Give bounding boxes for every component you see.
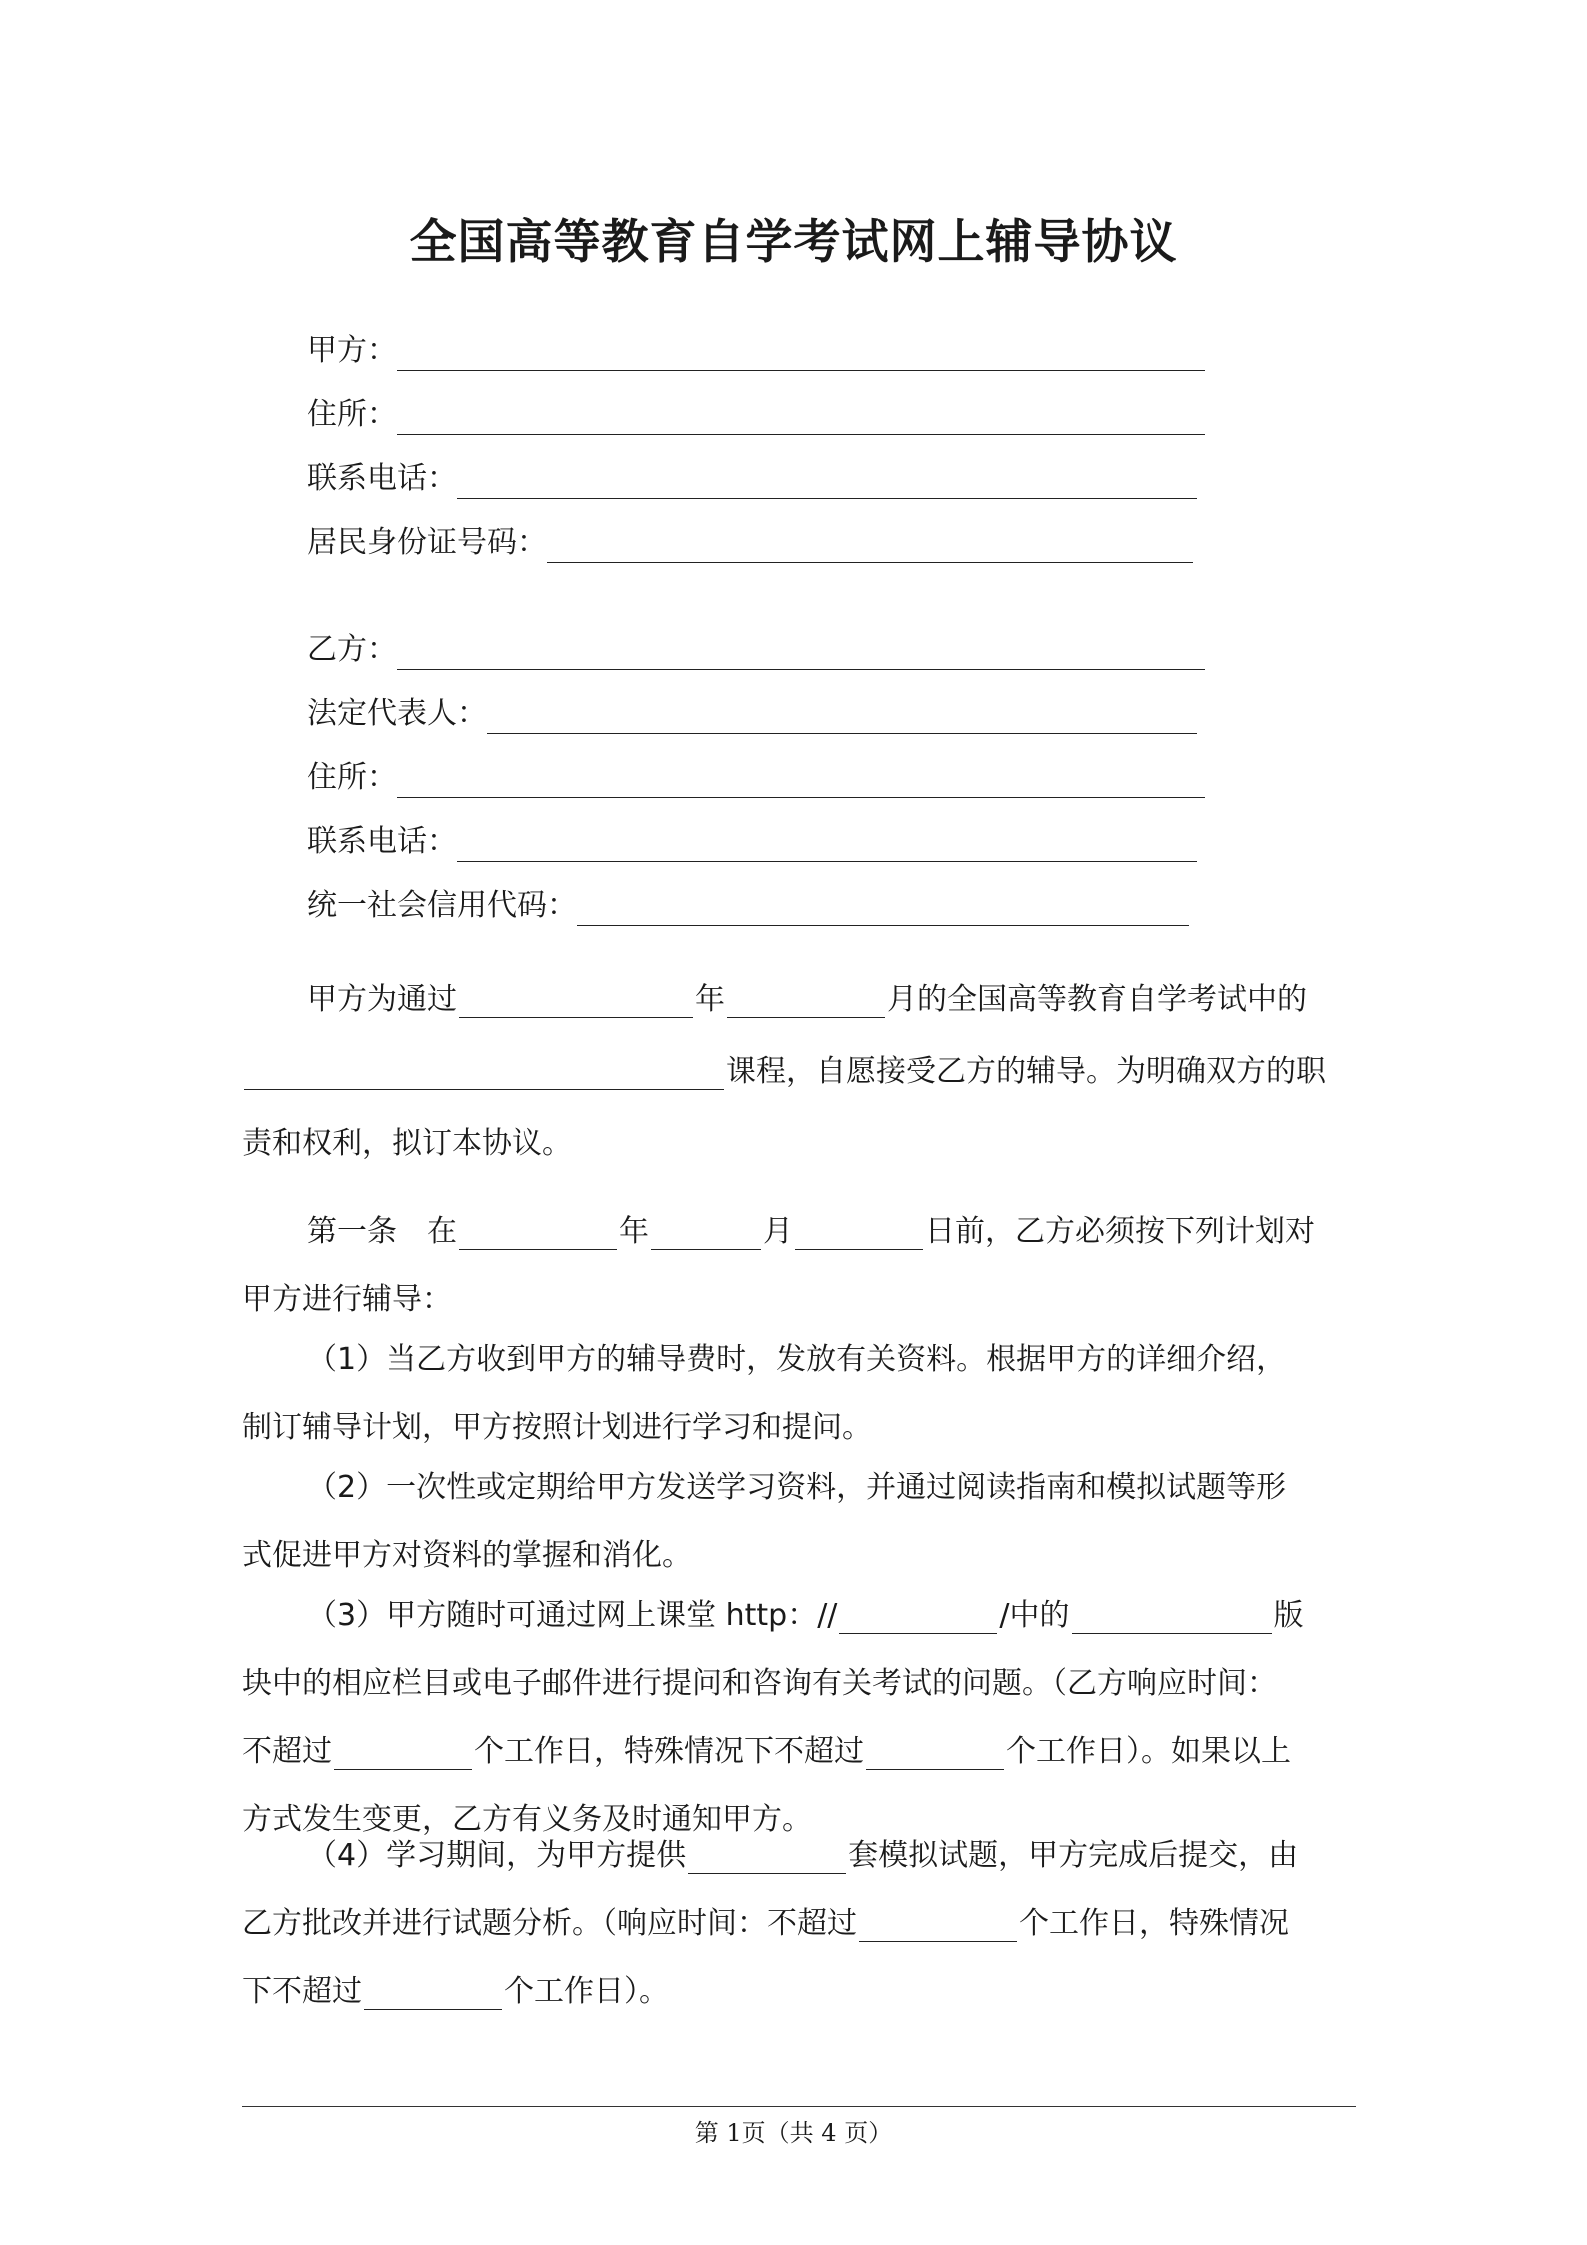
party-a-phone-blank[interactable] bbox=[457, 468, 1197, 499]
article-1-month-blank[interactable] bbox=[651, 1215, 761, 1250]
item-3-section-blank[interactable] bbox=[1072, 1599, 1272, 1634]
party-b-credit-field bbox=[307, 880, 1207, 930]
footer-divider bbox=[242, 2106, 1356, 2107]
party-a-label: 甲方： bbox=[307, 333, 397, 368]
party-b-phone-field bbox=[307, 816, 1207, 866]
party-a-id-blank[interactable] bbox=[547, 532, 1193, 563]
item-3-text-a: （3）甲方随时可通过网上课堂 http：// bbox=[307, 1598, 838, 1633]
party-b-address-blank[interactable] bbox=[397, 767, 1205, 798]
party-b-rep-blank[interactable] bbox=[487, 703, 1197, 734]
item-3-url-blank[interactable] bbox=[839, 1599, 997, 1634]
party-b-rep-field bbox=[307, 688, 1207, 738]
item-1-line-2: 制订辅导计划，甲方按照计划进行学习和提问。 bbox=[242, 1410, 872, 1445]
article-1-text-5: 甲方进行辅导： bbox=[242, 1282, 452, 1317]
document-title: 全国高等教育自学考试网上辅导协议 bbox=[409, 215, 1178, 270]
intro-text-5: 责和权利，拟订本协议。 bbox=[242, 1126, 572, 1161]
party-a-phone-label: 联系电话： bbox=[307, 461, 457, 496]
party-b-credit-blank[interactable] bbox=[577, 895, 1189, 926]
item-3-days-blank-1[interactable] bbox=[334, 1735, 472, 1770]
page-footer: 第 1页（共 4 页） bbox=[694, 2119, 893, 2147]
item-4-text-d: 个工作日，特殊情况 bbox=[1019, 1906, 1289, 1941]
party-b-address-label: 住所： bbox=[307, 760, 397, 795]
item-4-text-b: 套模拟试题，甲方完成后提交，由 bbox=[848, 1838, 1299, 1873]
article-1-year-blank[interactable] bbox=[459, 1215, 617, 1250]
item-4-days-blank-1[interactable] bbox=[859, 1907, 1017, 1942]
item-4-text-a: （4）学习期间，为甲方提供 bbox=[307, 1838, 687, 1873]
item-4-sets-blank[interactable] bbox=[688, 1839, 846, 1874]
item-4-text-f: 个工作日）。 bbox=[504, 1974, 669, 2009]
party-b-field bbox=[307, 624, 1207, 674]
item-3-text-b: /中的 bbox=[999, 1598, 1070, 1633]
item-3-line-2: 块中的相应栏目或电子邮件进行提问和咨询有关考试的问题。（乙方响应时间： bbox=[242, 1666, 1277, 1701]
item-1-line-1: （1）当乙方收到甲方的辅导费时，发放有关资料。根据甲方的详细介绍， bbox=[307, 1342, 1287, 1377]
party-b-rep-label: 法定代表人： bbox=[307, 696, 487, 731]
party-b-address-field bbox=[307, 752, 1207, 802]
item-4-text-e: 下不超过 bbox=[242, 1974, 362, 2009]
article-1-day-blank[interactable] bbox=[795, 1215, 923, 1250]
intro-text-1: 甲方为通过 bbox=[307, 982, 457, 1017]
item-2-line-2: 式促进甲方对资料的掌握和消化。 bbox=[242, 1538, 692, 1573]
item-3-text-e: 个工作日，特殊情况下不超过 bbox=[474, 1734, 864, 1769]
article-1-text-1: 第一条 在 bbox=[307, 1214, 457, 1249]
party-a-address-label: 住所： bbox=[307, 397, 397, 432]
party-a-phone-field bbox=[307, 453, 1207, 503]
intro-text-4: 课程，自愿接受乙方的辅导。为明确双方的职 bbox=[726, 1054, 1326, 1089]
party-b-blank[interactable] bbox=[397, 639, 1205, 670]
party-b-credit-label: 统一社会信用代码： bbox=[307, 888, 577, 923]
item-3-text-c: 版 bbox=[1273, 1598, 1304, 1633]
item-3-text-d: 不超过 bbox=[242, 1734, 332, 1769]
article-1-text-3: 月 bbox=[763, 1214, 793, 1249]
party-b-label: 乙方： bbox=[307, 632, 397, 667]
item-4-text-c: 乙方批改并进行试题分析。（响应时间：不超过 bbox=[242, 1906, 857, 1941]
item-4-days-blank-2[interactable] bbox=[364, 1975, 502, 2010]
article-1-text-2: 年 bbox=[619, 1214, 649, 1249]
intro-text-2: 年 bbox=[695, 982, 725, 1017]
party-b-phone-label: 联系电话： bbox=[307, 824, 457, 859]
article-1-text-4: 日前，乙方必须按下列计划对 bbox=[925, 1214, 1315, 1249]
party-a-field bbox=[307, 325, 1207, 375]
party-b-phone-blank[interactable] bbox=[457, 831, 1197, 862]
item-3-days-blank-2[interactable] bbox=[866, 1735, 1004, 1770]
party-a-address-field bbox=[307, 389, 1207, 439]
item-3-line-4: 方式发生变更，乙方有义务及时通知甲方。 bbox=[242, 1802, 812, 1837]
party-a-blank[interactable] bbox=[397, 340, 1205, 371]
party-a-id-field bbox=[307, 517, 1207, 567]
item-2-line-1: （2）一次性或定期给甲方发送学习资料，并通过阅读指南和模拟试题等形 bbox=[307, 1470, 1287, 1505]
intro-month-blank[interactable] bbox=[727, 983, 885, 1018]
party-a-id-label: 居民身份证号码： bbox=[307, 525, 547, 560]
party-a-address-blank[interactable] bbox=[397, 404, 1205, 435]
item-3-text-f: 个工作日）。如果以上 bbox=[1006, 1734, 1291, 1769]
intro-course-blank[interactable] bbox=[244, 1055, 724, 1090]
intro-text-3: 月的全国高等教育自学考试中的 bbox=[887, 982, 1307, 1017]
intro-year-blank[interactable] bbox=[459, 983, 693, 1018]
